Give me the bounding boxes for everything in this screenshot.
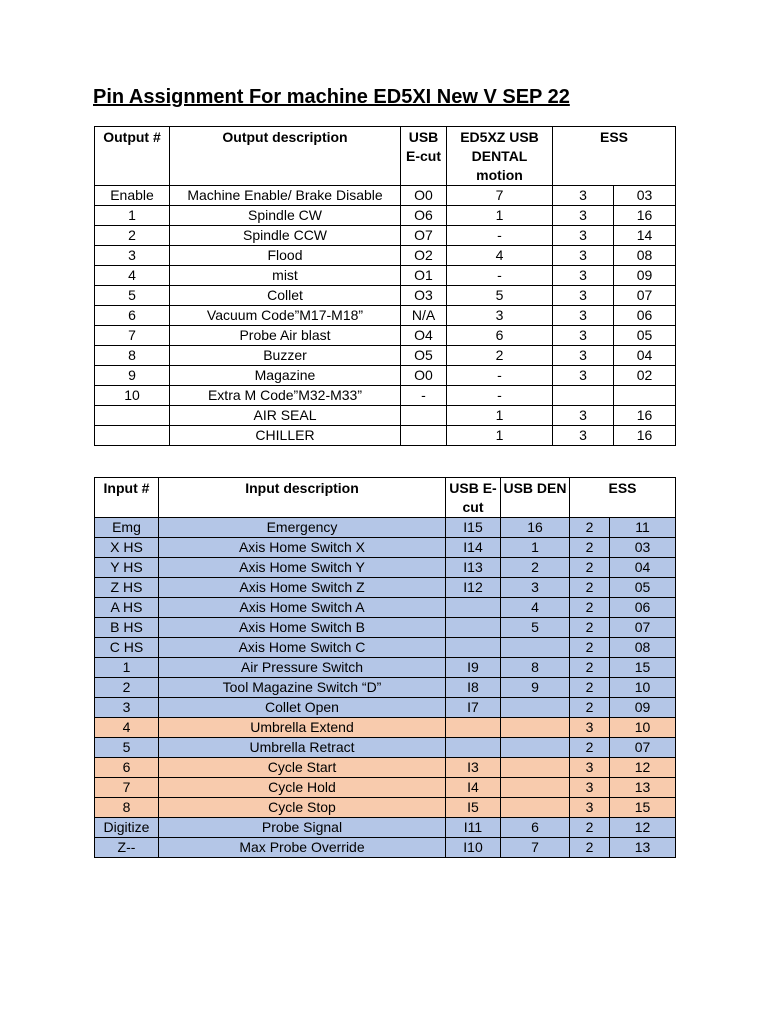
cell-ess1: 2 — [570, 638, 610, 658]
cell-ess2: 03 — [614, 186, 676, 206]
cell-desc: Tool Magazine Switch “D” — [159, 678, 446, 698]
cell-den: 5 — [501, 618, 570, 638]
output-pin-table — [94, 126, 676, 446]
cell-usb — [446, 598, 501, 618]
cell-den: 1 — [501, 538, 570, 558]
output-row — [95, 386, 676, 406]
cell-ess2: 09 — [610, 698, 676, 718]
cell-num: Y HS — [95, 558, 159, 578]
cell-ed5: - — [447, 226, 553, 246]
cell-ess2: 12 — [610, 758, 676, 778]
cell-usb: I10 — [446, 838, 501, 858]
cell-ess1: 3 — [570, 718, 610, 738]
header-ess: ESS — [570, 478, 676, 518]
cell-num — [95, 406, 170, 426]
header-ess: ESS — [553, 127, 676, 186]
cell-den: 8 — [501, 658, 570, 678]
header-usb-ecut: USB E-cut — [446, 478, 501, 518]
cell-num: Emg — [95, 518, 159, 538]
cell-ed5: 7 — [447, 186, 553, 206]
cell-ess2: 13 — [610, 838, 676, 858]
output-row — [95, 186, 676, 206]
input-row — [95, 558, 676, 578]
cell-den: 2 — [501, 558, 570, 578]
cell-desc: Axis Home Switch X — [159, 538, 446, 558]
cell-ess2: 16 — [614, 206, 676, 226]
cell-ed5: 2 — [447, 346, 553, 366]
cell-num: 2 — [95, 678, 159, 698]
cell-ess1: 2 — [570, 578, 610, 598]
cell-desc: Collet — [170, 286, 401, 306]
cell-desc: Axis Home Switch B — [159, 618, 446, 638]
cell-usb: O6 — [401, 206, 447, 226]
cell-ess1: 2 — [570, 658, 610, 678]
cell-ess2: 16 — [614, 406, 676, 426]
cell-num: 6 — [95, 306, 170, 326]
output-row — [95, 346, 676, 366]
cell-den — [501, 638, 570, 658]
input-row — [95, 798, 676, 818]
cell-den: 6 — [501, 818, 570, 838]
cell-ess1: 3 — [553, 306, 614, 326]
cell-desc: Spindle CCW — [170, 226, 401, 246]
cell-desc: Machine Enable/ Brake Disable — [170, 186, 401, 206]
cell-ess2: 07 — [610, 738, 676, 758]
cell-num: X HS — [95, 538, 159, 558]
output-row — [95, 426, 676, 446]
cell-desc: Probe Signal — [159, 818, 446, 838]
cell-ess1: 3 — [553, 406, 614, 426]
page-title: Pin Assignment For machine ED5XI New V SEP 22 — [93, 86, 570, 108]
input-row — [95, 758, 676, 778]
cell-ess2: 06 — [610, 598, 676, 618]
cell-ess1: 2 — [570, 618, 610, 638]
input-row — [95, 638, 676, 658]
cell-desc: Umbrella Retract — [159, 738, 446, 758]
cell-ess2: 04 — [610, 558, 676, 578]
cell-num: 4 — [95, 718, 159, 738]
input-row — [95, 598, 676, 618]
cell-desc: Axis Home Switch C — [159, 638, 446, 658]
cell-usb: I14 — [446, 538, 501, 558]
cell-usb: O1 — [401, 266, 447, 286]
cell-ed5: 1 — [447, 406, 553, 426]
cell-num: 1 — [95, 206, 170, 226]
cell-ess1: 3 — [553, 226, 614, 246]
cell-ess2: 05 — [610, 578, 676, 598]
cell-num: C HS — [95, 638, 159, 658]
cell-ess1: 3 — [570, 758, 610, 778]
cell-ess1: 2 — [570, 838, 610, 858]
cell-num: 5 — [95, 738, 159, 758]
input-row — [95, 738, 676, 758]
cell-num: 7 — [95, 326, 170, 346]
header-output-num: Output # — [95, 127, 170, 186]
cell-usb: O0 — [401, 366, 447, 386]
header-input-desc: Input description — [159, 478, 446, 518]
cell-num: 4 — [95, 266, 170, 286]
header-input-num: Input # — [95, 478, 159, 518]
cell-ed5: - — [447, 266, 553, 286]
cell-usb: I11 — [446, 818, 501, 838]
cell-den: 16 — [501, 518, 570, 538]
cell-desc: Collet Open — [159, 698, 446, 718]
cell-ed5: - — [447, 386, 553, 406]
cell-ess1: 3 — [553, 246, 614, 266]
cell-usb — [401, 426, 447, 446]
cell-ess2: 13 — [610, 778, 676, 798]
input-table-body — [95, 518, 676, 858]
cell-den: 9 — [501, 678, 570, 698]
cell-ess2: 15 — [610, 798, 676, 818]
cell-num: Z-- — [95, 838, 159, 858]
input-row — [95, 518, 676, 538]
cell-ed5: - — [447, 366, 553, 386]
cell-desc: Axis Home Switch Y — [159, 558, 446, 578]
cell-ess2: 14 — [614, 226, 676, 246]
cell-usb — [446, 718, 501, 738]
cell-ess1: 2 — [570, 518, 610, 538]
cell-ess2: 07 — [614, 286, 676, 306]
cell-usb: O5 — [401, 346, 447, 366]
cell-usb — [446, 638, 501, 658]
cell-ess2: 03 — [610, 538, 676, 558]
input-row — [95, 698, 676, 718]
cell-usb — [446, 738, 501, 758]
cell-usb: - — [401, 386, 447, 406]
cell-usb: I3 — [446, 758, 501, 778]
input-row — [95, 838, 676, 858]
cell-desc: CHILLER — [170, 426, 401, 446]
cell-ess2: 05 — [614, 326, 676, 346]
cell-desc: Probe Air blast — [170, 326, 401, 346]
cell-usb: I4 — [446, 778, 501, 798]
cell-ess1 — [553, 386, 614, 406]
cell-desc: Umbrella Extend — [159, 718, 446, 738]
cell-den: 4 — [501, 598, 570, 618]
input-row — [95, 578, 676, 598]
header-usb-den: USB DEN — [501, 478, 570, 518]
cell-ed5: 1 — [447, 206, 553, 226]
cell-usb — [446, 618, 501, 638]
cell-num: 7 — [95, 778, 159, 798]
cell-ess2: 02 — [614, 366, 676, 386]
cell-num: Digitize — [95, 818, 159, 838]
cell-ess1: 2 — [570, 698, 610, 718]
cell-usb: I8 — [446, 678, 501, 698]
cell-ess2 — [614, 386, 676, 406]
cell-ess1: 3 — [553, 326, 614, 346]
cell-num: 1 — [95, 658, 159, 678]
cell-ess1: 2 — [570, 678, 610, 698]
cell-desc: Buzzer — [170, 346, 401, 366]
cell-den — [501, 738, 570, 758]
cell-desc: Max Probe Override — [159, 838, 446, 858]
output-header-row — [95, 127, 676, 186]
cell-den — [501, 798, 570, 818]
cell-ess1: 3 — [553, 346, 614, 366]
cell-ed5: 5 — [447, 286, 553, 306]
input-row — [95, 718, 676, 738]
output-row — [95, 366, 676, 386]
cell-num: 2 — [95, 226, 170, 246]
input-row — [95, 618, 676, 638]
cell-desc: Flood — [170, 246, 401, 266]
cell-desc: Cycle Hold — [159, 778, 446, 798]
cell-ess2: 08 — [614, 246, 676, 266]
cell-den: 7 — [501, 838, 570, 858]
cell-usb: I7 — [446, 698, 501, 718]
input-row — [95, 778, 676, 798]
cell-desc: Magazine — [170, 366, 401, 386]
cell-num: 9 — [95, 366, 170, 386]
cell-num: 6 — [95, 758, 159, 778]
output-row — [95, 226, 676, 246]
cell-ess1: 3 — [570, 798, 610, 818]
cell-num: 8 — [95, 346, 170, 366]
cell-ess2: 09 — [614, 266, 676, 286]
cell-ess2: 06 — [614, 306, 676, 326]
cell-num: 8 — [95, 798, 159, 818]
cell-ess2: 16 — [614, 426, 676, 446]
cell-desc: Cycle Start — [159, 758, 446, 778]
cell-usb: I5 — [446, 798, 501, 818]
output-row — [95, 206, 676, 226]
output-row — [95, 246, 676, 266]
cell-desc: mist — [170, 266, 401, 286]
cell-den — [501, 758, 570, 778]
cell-usb: O2 — [401, 246, 447, 266]
cell-num: Z HS — [95, 578, 159, 598]
cell-ess1: 3 — [553, 206, 614, 226]
cell-ess1: 2 — [570, 538, 610, 558]
cell-ess2: 04 — [614, 346, 676, 366]
cell-ess1: 3 — [570, 778, 610, 798]
cell-num — [95, 426, 170, 446]
input-row — [95, 658, 676, 678]
cell-usb — [401, 406, 447, 426]
cell-num: 3 — [95, 246, 170, 266]
cell-ess2: 10 — [610, 718, 676, 738]
cell-ed5: 1 — [447, 426, 553, 446]
cell-ess2: 12 — [610, 818, 676, 838]
cell-ess1: 3 — [553, 366, 614, 386]
cell-desc: Air Pressure Switch — [159, 658, 446, 678]
input-row — [95, 538, 676, 558]
header-usb-ecut: USB E-cut — [401, 127, 447, 186]
cell-desc: Vacuum Code”M17-M18” — [170, 306, 401, 326]
cell-num: A HS — [95, 598, 159, 618]
cell-den — [501, 698, 570, 718]
cell-desc: AIR SEAL — [170, 406, 401, 426]
input-row — [95, 678, 676, 698]
output-row — [95, 306, 676, 326]
cell-usb: O4 — [401, 326, 447, 346]
cell-ess2: 08 — [610, 638, 676, 658]
cell-den — [501, 778, 570, 798]
cell-desc: Spindle CW — [170, 206, 401, 226]
cell-desc: Axis Home Switch A — [159, 598, 446, 618]
cell-usb: N/A — [401, 306, 447, 326]
cell-ess1: 3 — [553, 186, 614, 206]
cell-ess1: 2 — [570, 818, 610, 838]
cell-usb: O0 — [401, 186, 447, 206]
cell-usb: I12 — [446, 578, 501, 598]
header-ed5xz-dental: ED5XZ USB DENTAL motion — [447, 127, 553, 186]
cell-ess1: 2 — [570, 598, 610, 618]
cell-num: 5 — [95, 286, 170, 306]
cell-ess2: 11 — [610, 518, 676, 538]
cell-usb: O7 — [401, 226, 447, 246]
cell-ed5: 4 — [447, 246, 553, 266]
cell-ess1: 3 — [553, 266, 614, 286]
cell-ess2: 07 — [610, 618, 676, 638]
output-table-body — [95, 186, 676, 446]
header-output-desc: Output description — [170, 127, 401, 186]
output-row — [95, 266, 676, 286]
cell-ed5: 3 — [447, 306, 553, 326]
cell-num: Enable — [95, 186, 170, 206]
cell-num: 3 — [95, 698, 159, 718]
cell-desc: Axis Home Switch Z — [159, 578, 446, 598]
input-header-row — [95, 478, 676, 518]
cell-ess1: 2 — [570, 738, 610, 758]
cell-usb: I13 — [446, 558, 501, 578]
cell-ess1: 2 — [570, 558, 610, 578]
output-row — [95, 326, 676, 346]
cell-usb: I15 — [446, 518, 501, 538]
input-row — [95, 818, 676, 838]
cell-desc: Emergency — [159, 518, 446, 538]
cell-num: B HS — [95, 618, 159, 638]
cell-ess2: 15 — [610, 658, 676, 678]
cell-ess1: 3 — [553, 426, 614, 446]
cell-ess2: 10 — [610, 678, 676, 698]
cell-usb: O3 — [401, 286, 447, 306]
output-row — [95, 406, 676, 426]
output-row — [95, 286, 676, 306]
cell-desc: Extra M Code”M32-M33” — [170, 386, 401, 406]
cell-num: 10 — [95, 386, 170, 406]
input-pin-table — [94, 477, 676, 858]
cell-desc: Cycle Stop — [159, 798, 446, 818]
cell-den — [501, 718, 570, 738]
cell-ess1: 3 — [553, 286, 614, 306]
cell-ed5: 6 — [447, 326, 553, 346]
cell-usb: I9 — [446, 658, 501, 678]
cell-den: 3 — [501, 578, 570, 598]
